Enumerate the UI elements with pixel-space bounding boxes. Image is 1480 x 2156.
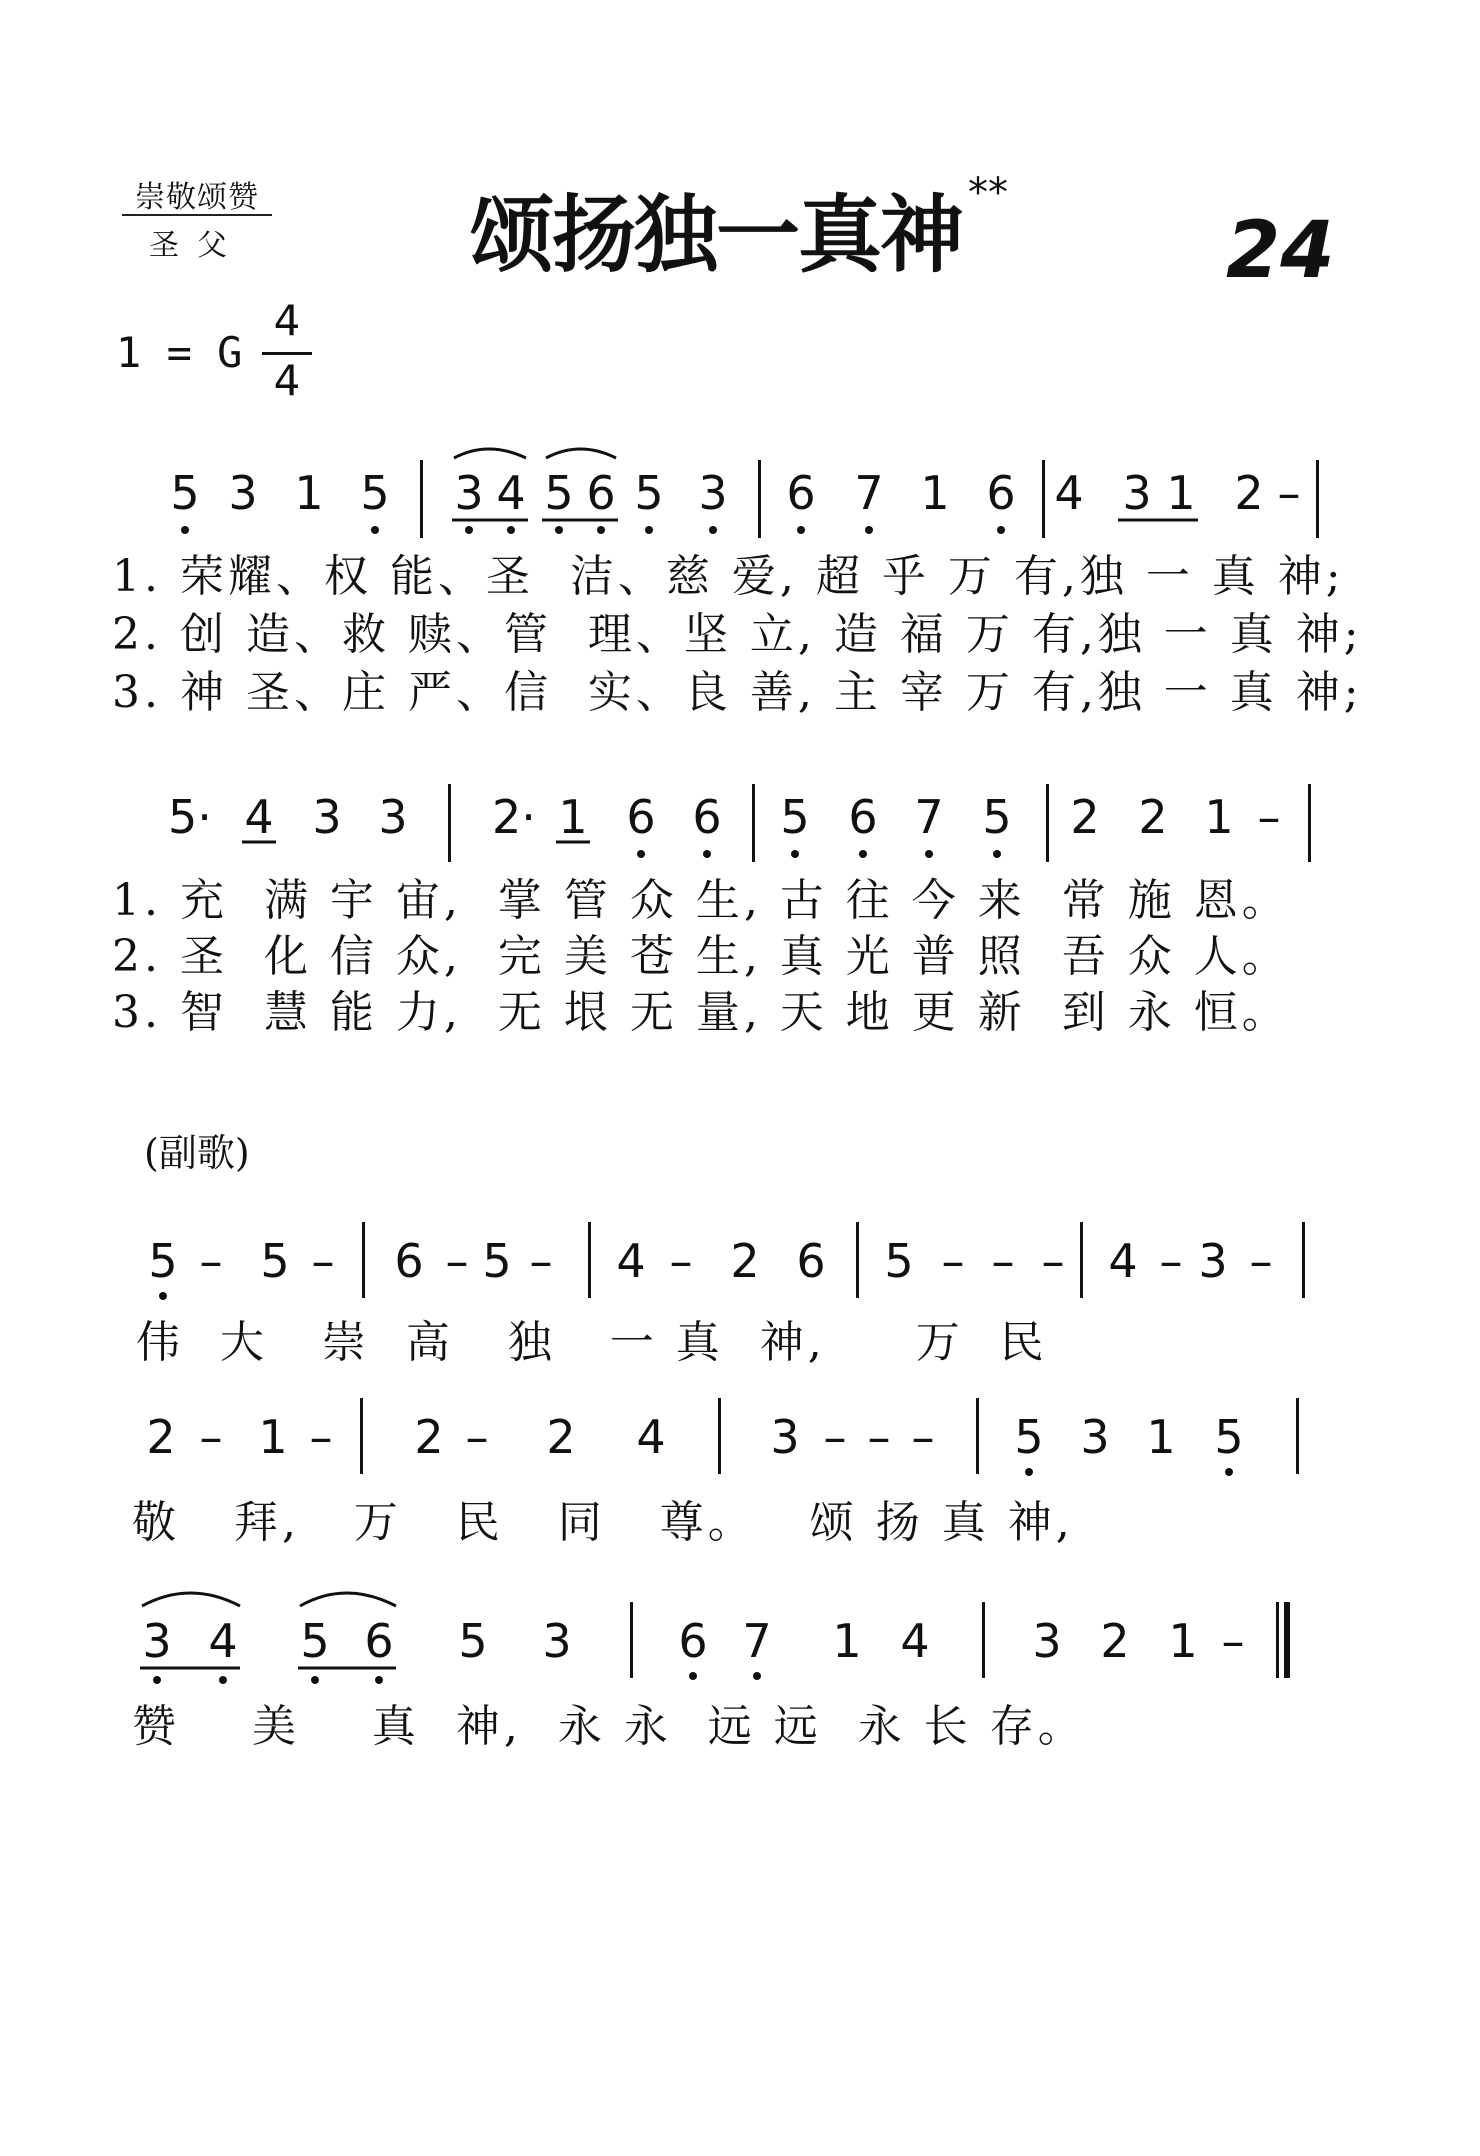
lyric-line: 1. 荣耀、权 能、圣 洁、慈 爱, 超 乎 万 有,独 一 真 神; [112,551,1345,602]
note: – [911,1410,935,1464]
note: 7 [742,1614,772,1668]
time-signature-bottom: 4 [273,356,301,405]
lyric-line: 赞 美 真 神, 永 永 远 远 永 长 存。 [132,1701,1086,1752]
octave-dot [993,850,1001,858]
note: 7 [854,466,884,520]
octave-dot [555,526,563,534]
octave-dot [1225,1468,1233,1476]
octave-dot [859,850,867,858]
octave-dot [997,526,1005,534]
note: – [991,1234,1015,1288]
note: 3 [1080,1410,1110,1464]
note: – [309,1410,333,1464]
note: 3 [228,466,258,520]
note: 1 [920,466,950,520]
note: 1 [258,1410,288,1464]
octave-dot [637,850,645,858]
note: 2 [414,1410,444,1464]
note: 2· [492,790,536,844]
slur-mark [454,449,526,458]
hymn-title: 颂扬独一真神 [470,186,963,284]
lyric-line: 伟 大 崇 高 独 一 真 神, 万 民 [136,1317,1048,1368]
note: 5 [170,466,200,520]
note: 1 [1168,1614,1198,1668]
slur-mark [300,1593,396,1606]
octave-dot [791,850,799,858]
note: 4 [616,1234,646,1288]
note: 5 [544,466,574,520]
note: 3 [1198,1234,1228,1288]
octave-dot [797,526,805,534]
note: 5 [458,1614,488,1668]
octave-dot [753,1672,761,1680]
note: 2 [1070,790,1100,844]
note: 5 [482,1234,512,1288]
note: 3 [378,790,408,844]
octave-dot [1025,1468,1033,1476]
note: – [311,1234,335,1288]
hymn-number: 24 [1226,206,1335,296]
note: – [199,1410,223,1464]
note: 2 [730,1234,760,1288]
note: 4 [636,1410,666,1464]
lyric-line: 2. 圣 化 信 众, 完 美 苍 生, 真 光 普 照 吾 众 人。 [112,931,1290,982]
note: 5· [168,790,212,844]
note: 1 [1204,790,1234,844]
note: 5 [360,466,390,520]
octave-dot [159,1292,167,1300]
note: 6 [796,1234,826,1288]
lyric-line: 3. 智 慧 能 力, 无 垠 无 量, 天 地 更 新 到 永 恒。 [112,987,1290,1038]
note: 5 [300,1614,330,1668]
note: 6 [364,1614,394,1668]
title-mark: ** [968,170,1008,216]
note: 1 [1166,466,1196,520]
note: 4 [496,466,526,520]
note: 6 [678,1614,708,1668]
note: – [669,1234,693,1288]
note: 5 [634,466,664,520]
lyric-line: 2. 创 造、救 赎、管 理、坚 立, 造 福 万 有,独 一 真 神; [112,609,1363,660]
note: 3 [142,1614,172,1668]
note: 1 [294,466,324,520]
note: 6 [786,466,816,520]
note: 2 [146,1410,176,1464]
note: 6 [394,1234,424,1288]
note: – [1277,466,1301,520]
note: 1 [1146,1410,1176,1464]
note: 4 [244,790,274,844]
octave-dot [865,526,873,534]
note: 5 [260,1234,290,1288]
note: 6 [848,790,878,844]
octave-dot [597,526,605,534]
note: 2 [546,1410,576,1464]
note: – [465,1410,489,1464]
octave-dot [925,850,933,858]
note: 1 [558,790,588,844]
octave-dot [311,1676,319,1684]
note: 2 [1234,466,1264,520]
note: – [823,1410,847,1464]
octave-dot [645,526,653,534]
note: – [199,1234,223,1288]
note: 2 [1138,790,1168,844]
slur-mark [546,449,616,458]
octave-dot [465,526,473,534]
note: 6 [692,790,722,844]
octave-dot [153,1676,161,1684]
note: 4 [208,1614,238,1668]
note: – [1257,790,1281,844]
note: 2 [1100,1614,1130,1668]
note: – [1159,1234,1183,1288]
note: – [529,1234,553,1288]
note: 3 [770,1410,800,1464]
note: 1 [832,1614,862,1668]
note: 5 [884,1234,914,1288]
octave-dot [219,1676,227,1684]
lyric-line: 敬 拜, 万 民 同 尊。 颂 扬 真 神, [132,1497,1074,1548]
note: – [1249,1234,1273,1288]
note: – [1041,1234,1065,1288]
octave-dot [703,850,711,858]
slur-mark [142,1593,240,1606]
note: 5 [1014,1410,1044,1464]
note: 6 [626,790,656,844]
note: – [867,1410,891,1464]
note: – [1221,1614,1245,1668]
octave-dot [709,526,717,534]
note: 3 [542,1614,572,1668]
note: 6 [586,466,616,520]
note: 4 [1054,466,1084,520]
note: 4 [900,1614,930,1668]
note: 3 [1032,1614,1062,1668]
note: 4 [1108,1234,1138,1288]
refrain-label: (副歌) [144,1131,250,1175]
note: 5 [780,790,810,844]
octave-dot [371,526,379,534]
note: – [445,1234,469,1288]
note: 5 [148,1234,178,1288]
octave-dot [375,1676,383,1684]
hymn-category: 崇敬颂赞 [135,180,259,215]
note: 6 [986,466,1016,520]
note: 5 [982,790,1012,844]
note: 3 [312,790,342,844]
note: 3 [698,466,728,520]
key-signature: 1 = G [116,328,243,377]
lyric-line: 1. 充 满 宇 宙, 掌 管 众 生, 古 往 今 来 常 施 恩。 [112,875,1290,926]
note: – [941,1234,965,1288]
note: 5 [1214,1410,1244,1464]
octave-dot [507,526,515,534]
octave-dot [181,526,189,534]
note: 3 [1122,466,1152,520]
hymn-subcategory: 圣父 [149,228,245,263]
time-signature-top: 4 [273,296,301,345]
note: 7 [914,790,944,844]
note: 3 [454,466,484,520]
lyric-line: 3. 神 圣、庄 严、信 实、良 善, 主 宰 万 有,独 一 真 神; [112,667,1363,718]
octave-dot [689,1672,697,1680]
